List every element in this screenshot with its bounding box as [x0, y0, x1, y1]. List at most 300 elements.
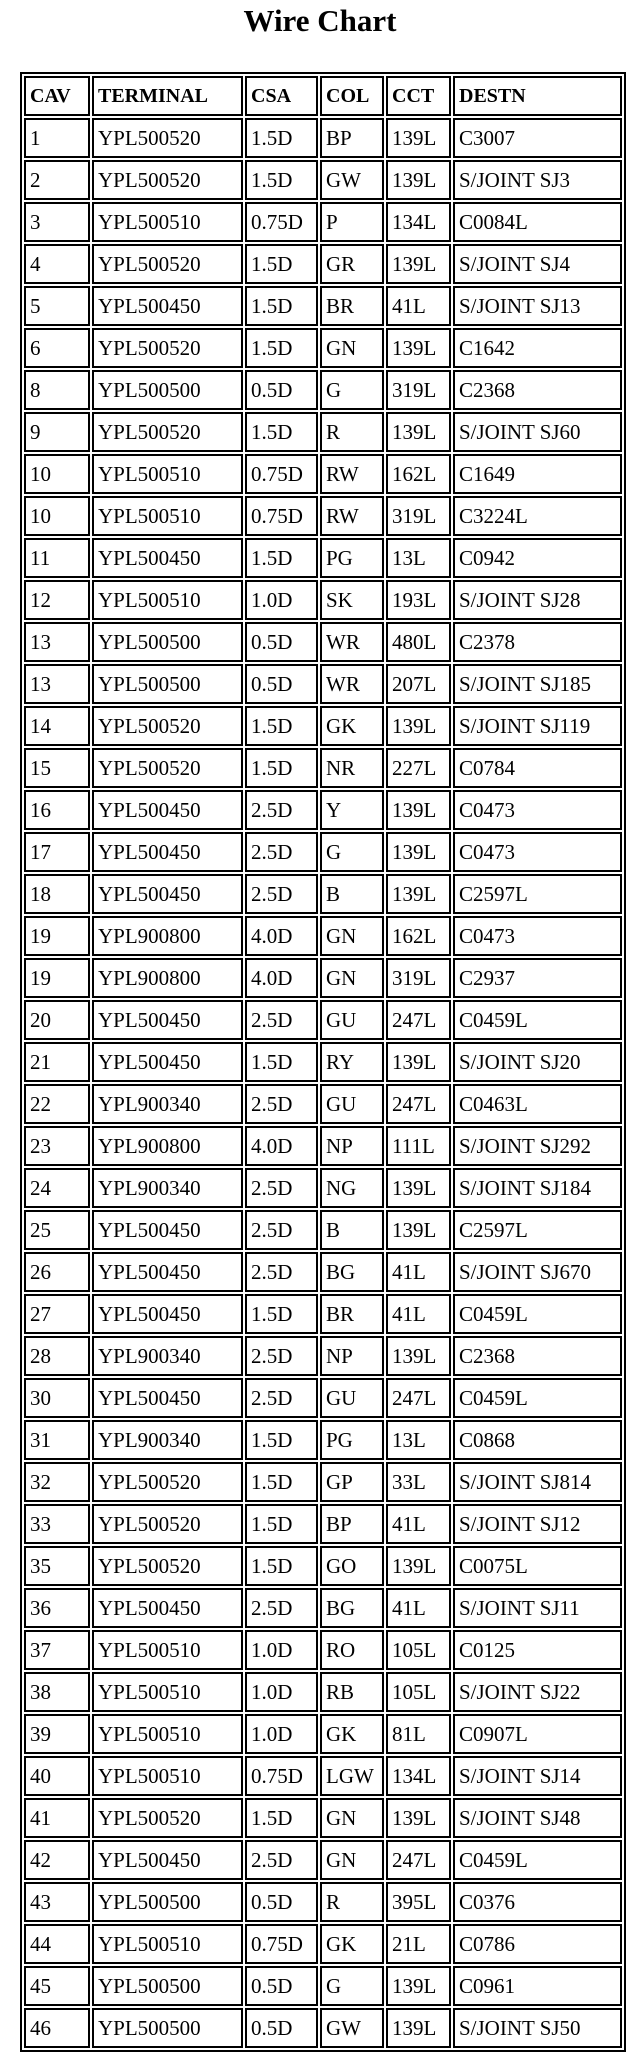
cell-col: BG: [320, 1252, 384, 1292]
cell-terminal: YPL500510: [92, 1924, 243, 1964]
table-row: [24, 1168, 622, 1208]
table-row: [24, 118, 622, 158]
cell-destn: S/JOINT SJ4: [453, 244, 622, 284]
header-col: COL: [320, 76, 384, 116]
cell-csa: 2.5D: [245, 1168, 318, 1208]
cell-csa: 2.5D: [245, 832, 318, 872]
cell-destn: C0084L: [453, 202, 622, 242]
cell-csa: 1.0D: [245, 1714, 318, 1754]
cell-cav: 25: [24, 1210, 90, 1250]
cell-csa: 4.0D: [245, 958, 318, 998]
cell-cct: 41L: [386, 1588, 451, 1628]
table-row: [24, 1084, 622, 1124]
cell-terminal: YPL900340: [92, 1168, 243, 1208]
cell-csa: 2.5D: [245, 874, 318, 914]
cell-csa: 1.5D: [245, 160, 318, 200]
cell-destn: S/JOINT SJ22: [453, 1672, 622, 1712]
table-row: [24, 454, 622, 494]
cell-col: BP: [320, 1504, 384, 1544]
cell-terminal: YPL500510: [92, 454, 243, 494]
cell-cct: 139L: [386, 1798, 451, 1838]
cell-csa: 0.75D: [245, 202, 318, 242]
wire-chart-table: [20, 72, 626, 2052]
cell-col: B: [320, 874, 384, 914]
cell-cct: 319L: [386, 496, 451, 536]
cell-destn: S/JOINT SJ60: [453, 412, 622, 452]
table-row: [24, 664, 622, 704]
cell-csa: 1.5D: [245, 1042, 318, 1082]
table-row: [24, 412, 622, 452]
cell-cav: 37: [24, 1630, 90, 1670]
cell-col: GN: [320, 328, 384, 368]
cell-col: PG: [320, 1420, 384, 1460]
cell-col: GK: [320, 1714, 384, 1754]
cell-cct: 227L: [386, 748, 451, 788]
cell-cav: 30: [24, 1378, 90, 1418]
cell-terminal: YPL500520: [92, 118, 243, 158]
cell-csa: 2.5D: [245, 790, 318, 830]
cell-cav: 9: [24, 412, 90, 452]
cell-destn: S/JOINT SJ28: [453, 580, 622, 620]
cell-destn: S/JOINT SJ50: [453, 2008, 622, 2048]
header-destn: DESTN: [453, 76, 622, 116]
cell-cct: 41L: [386, 1504, 451, 1544]
cell-terminal: YPL500520: [92, 1798, 243, 1838]
cell-csa: 2.5D: [245, 1588, 318, 1628]
cell-cct: 247L: [386, 1084, 451, 1124]
cell-col: Y: [320, 790, 384, 830]
cell-destn: C0473: [453, 790, 622, 830]
cell-cav: 24: [24, 1168, 90, 1208]
cell-cct: 139L: [386, 790, 451, 830]
cell-cav: 13: [24, 622, 90, 662]
cell-csa: 1.0D: [245, 1630, 318, 1670]
cell-cav: 4: [24, 244, 90, 284]
cell-col: NG: [320, 1168, 384, 1208]
cell-cct: 139L: [386, 1966, 451, 2006]
cell-cct: 139L: [386, 874, 451, 914]
cell-col: R: [320, 412, 384, 452]
cell-cct: 41L: [386, 286, 451, 326]
cell-col: G: [320, 370, 384, 410]
cell-cct: 139L: [386, 328, 451, 368]
table-row: [24, 1966, 622, 2006]
cell-cav: 10: [24, 454, 90, 494]
cell-terminal: YPL500510: [92, 580, 243, 620]
cell-col: GU: [320, 1378, 384, 1418]
cell-cav: 35: [24, 1546, 90, 1586]
cell-destn: C3224L: [453, 496, 622, 536]
cell-col: R: [320, 1882, 384, 1922]
cell-terminal: YPL500500: [92, 664, 243, 704]
cell-destn: C2937: [453, 958, 622, 998]
table-row: [24, 916, 622, 956]
cell-cav: 11: [24, 538, 90, 578]
cell-cav: 21: [24, 1042, 90, 1082]
cell-terminal: YPL500520: [92, 1546, 243, 1586]
page-title: Wire Chart: [243, 3, 397, 38]
table-row: [24, 1420, 622, 1460]
cell-cct: 162L: [386, 454, 451, 494]
table-row: [24, 1630, 622, 1670]
cell-cav: 18: [24, 874, 90, 914]
table-row: [24, 580, 622, 620]
cell-col: NP: [320, 1336, 384, 1376]
cell-csa: 1.5D: [245, 328, 318, 368]
header-cct: CCT: [386, 76, 451, 116]
cell-csa: 4.0D: [245, 916, 318, 956]
cell-col: GU: [320, 1000, 384, 1040]
cell-cav: 6: [24, 328, 90, 368]
cell-cav: 19: [24, 958, 90, 998]
cell-destn: C0459L: [453, 1378, 622, 1418]
cell-csa: 1.5D: [245, 1504, 318, 1544]
header-cav: CAV: [24, 76, 90, 116]
cell-col: GN: [320, 958, 384, 998]
table-row: [24, 1588, 622, 1628]
cell-destn: S/JOINT SJ11: [453, 1588, 622, 1628]
cell-terminal: YPL900340: [92, 1336, 243, 1376]
cell-destn: C3007: [453, 118, 622, 158]
table-row: [24, 1714, 622, 1754]
cell-cct: 395L: [386, 1882, 451, 1922]
cell-destn: S/JOINT SJ814: [453, 1462, 622, 1502]
cell-cct: 139L: [386, 160, 451, 200]
cell-cav: 23: [24, 1126, 90, 1166]
header-row: [24, 76, 622, 116]
cell-csa: 1.5D: [245, 412, 318, 452]
table-row: [24, 2008, 622, 2048]
cell-destn: S/JOINT SJ292: [453, 1126, 622, 1166]
cell-csa: 0.5D: [245, 2008, 318, 2048]
table-row: [24, 1210, 622, 1250]
cell-cav: 39: [24, 1714, 90, 1754]
cell-col: B: [320, 1210, 384, 1250]
cell-terminal: YPL500520: [92, 160, 243, 200]
cell-terminal: YPL500450: [92, 538, 243, 578]
cell-csa: 2.5D: [245, 1210, 318, 1250]
cell-csa: 0.5D: [245, 1966, 318, 2006]
cell-destn: C0075L: [453, 1546, 622, 1586]
wire-chart-table-wrapper: [20, 72, 626, 2052]
cell-cav: 33: [24, 1504, 90, 1544]
cell-col: P: [320, 202, 384, 242]
cell-destn: C2378: [453, 622, 622, 662]
table-row: [24, 1462, 622, 1502]
cell-cct: 139L: [386, 706, 451, 746]
cell-cav: 44: [24, 1924, 90, 1964]
cell-cav: 20: [24, 1000, 90, 1040]
cell-col: NP: [320, 1126, 384, 1166]
cell-terminal: YPL500450: [92, 1210, 243, 1250]
cell-destn: S/JOINT SJ3: [453, 160, 622, 200]
cell-csa: 2.5D: [245, 1840, 318, 1880]
cell-terminal: YPL500500: [92, 2008, 243, 2048]
cell-terminal: YPL500500: [92, 370, 243, 410]
cell-terminal: YPL500500: [92, 622, 243, 662]
table-row: [24, 328, 622, 368]
table-row: [24, 1504, 622, 1544]
cell-terminal: YPL500450: [92, 1378, 243, 1418]
cell-cct: 33L: [386, 1462, 451, 1502]
cell-cct: 13L: [386, 1420, 451, 1460]
cell-csa: 0.75D: [245, 454, 318, 494]
cell-destn: C0942: [453, 538, 622, 578]
cell-cct: 247L: [386, 1840, 451, 1880]
cell-csa: 4.0D: [245, 1126, 318, 1166]
cell-cav: 46: [24, 2008, 90, 2048]
cell-cav: 41: [24, 1798, 90, 1838]
cell-cav: 15: [24, 748, 90, 788]
cell-cav: 36: [24, 1588, 90, 1628]
cell-destn: S/JOINT SJ12: [453, 1504, 622, 1544]
cell-terminal: YPL900800: [92, 958, 243, 998]
cell-cav: 38: [24, 1672, 90, 1712]
cell-destn: C0459L: [453, 1000, 622, 1040]
cell-terminal: YPL500450: [92, 1042, 243, 1082]
cell-destn: C1642: [453, 328, 622, 368]
cell-col: GO: [320, 1546, 384, 1586]
cell-terminal: YPL500510: [92, 202, 243, 242]
cell-csa: 1.5D: [245, 706, 318, 746]
cell-destn: C0125: [453, 1630, 622, 1670]
cell-col: G: [320, 1966, 384, 2006]
cell-terminal: YPL500450: [92, 874, 243, 914]
cell-terminal: YPL500520: [92, 706, 243, 746]
cell-csa: 1.5D: [245, 286, 318, 326]
cell-col: GR: [320, 244, 384, 284]
cell-cct: 162L: [386, 916, 451, 956]
table-row: [24, 1378, 622, 1418]
table-row: [24, 832, 622, 872]
cell-cct: 139L: [386, 2008, 451, 2048]
cell-terminal: YPL500520: [92, 1504, 243, 1544]
cell-col: GK: [320, 706, 384, 746]
cell-cct: 21L: [386, 1924, 451, 1964]
cell-cct: 207L: [386, 664, 451, 704]
table-row: [24, 1924, 622, 1964]
cell-terminal: YPL500450: [92, 1840, 243, 1880]
cell-terminal: YPL500450: [92, 832, 243, 872]
cell-destn: C0473: [453, 832, 622, 872]
table-row: [24, 202, 622, 242]
cell-destn: S/JOINT SJ20: [453, 1042, 622, 1082]
cell-cct: 319L: [386, 958, 451, 998]
cell-terminal: YPL500450: [92, 1294, 243, 1334]
cell-csa: 1.5D: [245, 1462, 318, 1502]
cell-cav: 1: [24, 118, 90, 158]
cell-destn: C2597L: [453, 1210, 622, 1250]
cell-cav: 40: [24, 1756, 90, 1796]
cell-col: RB: [320, 1672, 384, 1712]
cell-col: GU: [320, 1084, 384, 1124]
table-row: [24, 958, 622, 998]
cell-cct: 139L: [386, 1210, 451, 1250]
cell-destn: S/JOINT SJ185: [453, 664, 622, 704]
cell-destn: S/JOINT SJ14: [453, 1756, 622, 1796]
cell-cct: 134L: [386, 202, 451, 242]
table-header: [24, 76, 622, 116]
cell-cav: 26: [24, 1252, 90, 1292]
cell-col: BR: [320, 1294, 384, 1334]
cell-destn: C2597L: [453, 874, 622, 914]
cell-cav: 17: [24, 832, 90, 872]
cell-col: RW: [320, 496, 384, 536]
cell-terminal: YPL500520: [92, 748, 243, 788]
cell-cav: 32: [24, 1462, 90, 1502]
cell-cav: 10: [24, 496, 90, 536]
cell-csa: 1.5D: [245, 1798, 318, 1838]
cell-csa: 2.5D: [245, 1000, 318, 1040]
cell-cav: 22: [24, 1084, 90, 1124]
cell-csa: 2.5D: [245, 1336, 318, 1376]
cell-cct: 247L: [386, 1000, 451, 1040]
cell-csa: 2.5D: [245, 1378, 318, 1418]
cell-cct: 319L: [386, 370, 451, 410]
cell-cav: 31: [24, 1420, 90, 1460]
cell-cct: 105L: [386, 1630, 451, 1670]
cell-destn: S/JOINT SJ119: [453, 706, 622, 746]
cell-terminal: YPL900340: [92, 1084, 243, 1124]
cell-col: GN: [320, 1798, 384, 1838]
cell-destn: C0376: [453, 1882, 622, 1922]
cell-csa: 1.5D: [245, 118, 318, 158]
cell-cct: 111L: [386, 1126, 451, 1166]
cell-col: G: [320, 832, 384, 872]
cell-col: RO: [320, 1630, 384, 1670]
cell-destn: C0459L: [453, 1294, 622, 1334]
cell-col: GK: [320, 1924, 384, 1964]
cell-destn: C0907L: [453, 1714, 622, 1754]
header-terminal: TERMINAL: [92, 76, 243, 116]
cell-csa: 0.75D: [245, 1756, 318, 1796]
cell-col: BP: [320, 118, 384, 158]
cell-col: WR: [320, 622, 384, 662]
cell-destn: C0473: [453, 916, 622, 956]
cell-cav: 5: [24, 286, 90, 326]
cell-cav: 27: [24, 1294, 90, 1334]
cell-csa: 1.5D: [245, 1420, 318, 1460]
cell-cct: 139L: [386, 832, 451, 872]
cell-cav: 42: [24, 1840, 90, 1880]
cell-terminal: YPL500510: [92, 1756, 243, 1796]
cell-csa: 0.5D: [245, 664, 318, 704]
cell-terminal: YPL500510: [92, 1630, 243, 1670]
cell-cav: 8: [24, 370, 90, 410]
cell-terminal: YPL500450: [92, 1588, 243, 1628]
cell-terminal: YPL500450: [92, 286, 243, 326]
cell-cav: 14: [24, 706, 90, 746]
cell-cav: 2: [24, 160, 90, 200]
cell-cct: 41L: [386, 1294, 451, 1334]
cell-csa: 1.5D: [245, 748, 318, 788]
table-row: [24, 748, 622, 788]
cell-csa: 1.5D: [245, 538, 318, 578]
cell-terminal: YPL500450: [92, 790, 243, 830]
table-row: [24, 370, 622, 410]
cell-terminal: YPL500450: [92, 1000, 243, 1040]
cell-terminal: YPL500510: [92, 496, 243, 536]
table-row: [24, 790, 622, 830]
cell-csa: 0.5D: [245, 370, 318, 410]
cell-destn: C0784: [453, 748, 622, 788]
cell-terminal: YPL900800: [92, 1126, 243, 1166]
cell-terminal: YPL900800: [92, 916, 243, 956]
cell-cct: 193L: [386, 580, 451, 620]
cell-cav: 16: [24, 790, 90, 830]
table-row: [24, 706, 622, 746]
table-body: [24, 118, 622, 2048]
table-row: [24, 1672, 622, 1712]
cell-terminal: YPL500510: [92, 1714, 243, 1754]
cell-col: RY: [320, 1042, 384, 1082]
cell-destn: C0961: [453, 1966, 622, 2006]
cell-col: GP: [320, 1462, 384, 1502]
cell-cct: 139L: [386, 1042, 451, 1082]
cell-csa: 1.0D: [245, 1672, 318, 1712]
cell-cav: 19: [24, 916, 90, 956]
table-row: [24, 1756, 622, 1796]
cell-col: PG: [320, 538, 384, 578]
cell-cct: 139L: [386, 1168, 451, 1208]
cell-csa: 1.0D: [245, 580, 318, 620]
cell-cav: 13: [24, 664, 90, 704]
cell-col: GN: [320, 916, 384, 956]
table-row: [24, 1336, 622, 1376]
cell-col: RW: [320, 454, 384, 494]
cell-cct: 247L: [386, 1378, 451, 1418]
table-row: [24, 874, 622, 914]
cell-csa: 2.5D: [245, 1084, 318, 1124]
cell-destn: S/JOINT SJ13: [453, 286, 622, 326]
cell-destn: C0459L: [453, 1840, 622, 1880]
table-row: [24, 160, 622, 200]
cell-terminal: YPL500510: [92, 1672, 243, 1712]
cell-cct: 139L: [386, 412, 451, 452]
cell-cct: 480L: [386, 622, 451, 662]
cell-col: GN: [320, 1840, 384, 1880]
cell-destn: C0868: [453, 1420, 622, 1460]
table-row: [24, 496, 622, 536]
cell-cav: 3: [24, 202, 90, 242]
cell-cct: 139L: [386, 1336, 451, 1376]
cell-cav: 28: [24, 1336, 90, 1376]
cell-destn: C0463L: [453, 1084, 622, 1124]
table-row: [24, 1882, 622, 1922]
cell-cct: 139L: [386, 1546, 451, 1586]
cell-col: BR: [320, 286, 384, 326]
cell-cav: 12: [24, 580, 90, 620]
cell-terminal: YPL500520: [92, 412, 243, 452]
table-row: [24, 1798, 622, 1838]
cell-terminal: YPL500520: [92, 328, 243, 368]
cell-csa: 0.5D: [245, 622, 318, 662]
table-row: [24, 1294, 622, 1334]
cell-cct: 139L: [386, 244, 451, 284]
cell-cav: 43: [24, 1882, 90, 1922]
table-row: [24, 622, 622, 662]
cell-destn: C2368: [453, 1336, 622, 1376]
cell-col: BG: [320, 1588, 384, 1628]
cell-terminal: YPL500520: [92, 244, 243, 284]
table-row: [24, 244, 622, 284]
table-row: [24, 286, 622, 326]
cell-cct: 139L: [386, 118, 451, 158]
cell-cav: 45: [24, 1966, 90, 2006]
cell-csa: 0.75D: [245, 496, 318, 536]
cell-col: GW: [320, 160, 384, 200]
header-csa: CSA: [245, 76, 318, 116]
